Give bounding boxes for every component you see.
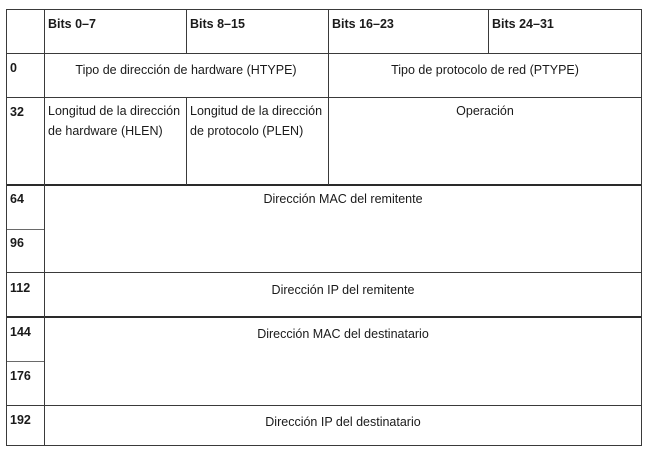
rule-offset-col: [44, 9, 45, 446]
header-bits-16-23: Bits 16–23: [332, 17, 394, 31]
offset-176: 176: [10, 369, 31, 383]
offset-0: 0: [10, 61, 17, 75]
rule-bottom: [6, 445, 642, 446]
rule-left: [6, 9, 7, 446]
rule-offset-176: [6, 361, 44, 362]
rule-header: [6, 53, 642, 54]
offset-64: 64: [10, 192, 24, 206]
rule-right: [641, 9, 642, 446]
plen-field: Longitud de la dirección de protocolo (PLEN): [190, 104, 323, 138]
rule-row0: [6, 97, 642, 98]
offset-192: 192: [10, 413, 31, 427]
header-bits-0-7: Bits 0–7: [48, 17, 96, 31]
hlen-field: Longitud de la dirección de hardware (HLEN): [48, 104, 181, 138]
htype-field: Tipo de dirección de hardware (HTYPE): [75, 63, 297, 77]
offset-32: 32: [10, 105, 24, 119]
header-bits-8-15: Bits 8–15: [190, 17, 245, 31]
rule-row144: [6, 405, 642, 406]
rule-offset-96: [6, 229, 44, 230]
target-ip-field: Dirección IP del destinatario: [265, 415, 421, 429]
ptype-field: Tipo de protocolo de red (PTYPE): [391, 63, 579, 77]
rule-col-8: [186, 9, 187, 53]
operation-field: Operación: [456, 104, 514, 118]
offset-144: 144: [10, 325, 31, 339]
rule-col-8-b: [186, 97, 187, 185]
header-corner: [6, 9, 44, 53]
rule-row32: [6, 184, 642, 186]
target-mac-field: Dirección MAC del destinatario: [257, 327, 429, 341]
sender-mac-field: Dirección MAC del remitente: [263, 192, 423, 206]
offset-112: 112: [10, 281, 31, 295]
sender-ip-field: Dirección IP del remitente: [271, 283, 415, 297]
arp-packet-table: [6, 9, 642, 446]
rule-col-24: [488, 9, 489, 53]
rule-col-16: [328, 9, 329, 185]
rule-row112: [6, 316, 642, 318]
offset-96: 96: [10, 236, 24, 250]
rule-row64: [6, 272, 642, 273]
header-bits-24-31: Bits 24–31: [492, 17, 554, 31]
rule-top: [6, 9, 642, 10]
